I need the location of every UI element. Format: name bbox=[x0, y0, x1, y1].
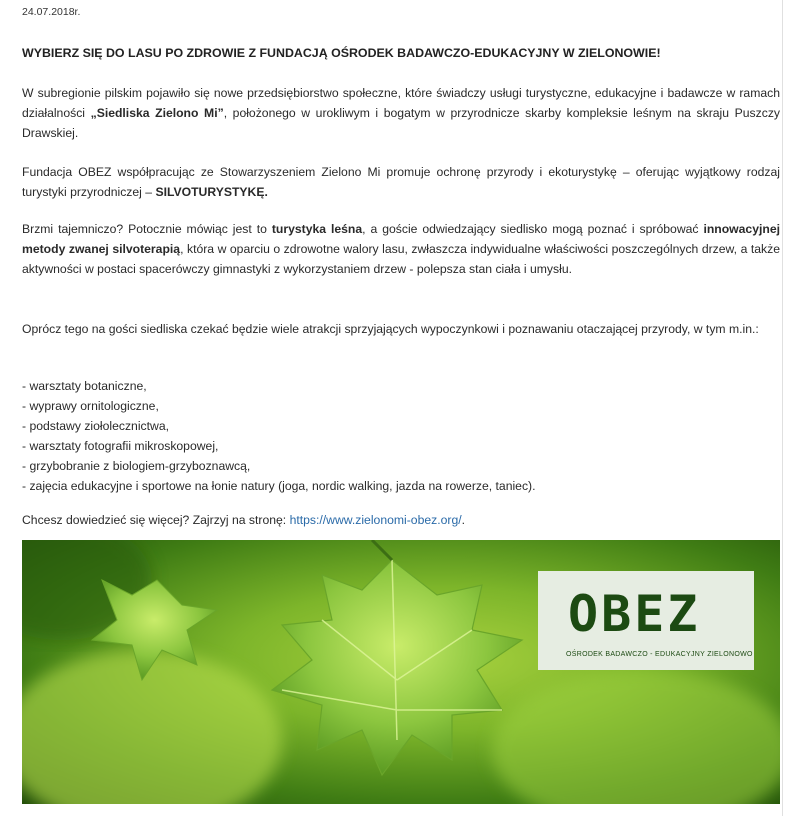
list-item: - grzybobranie z biologiem-grzyboznawcą, bbox=[22, 459, 251, 473]
list-item: - warsztaty botaniczne, bbox=[22, 379, 147, 393]
banner-image bbox=[22, 540, 780, 804]
silvoturystyka-term: SILVOTURYSTYKĘ. bbox=[155, 185, 268, 199]
attractions-list bbox=[22, 376, 536, 496]
logo-subtitle: OŚRODEK BADAWCZO - EDUKACYJNY ZIELONOWO bbox=[566, 651, 753, 658]
siedlisko-name: „Siedliska Zielono Mi” bbox=[90, 106, 224, 120]
paragraph-intro: W subregionie pilskim pojawiło się nowe przedsiębiorstwo społeczne, które świadczy usługi turystyczne, edukacyjne i badawcze w ramach działalności „Siedliska Zielono Mi”, położonego w urokliwym i bogatym w przyrodnicze skarby kompleksie leśnym na skraju Puszczy Drawskiej. bbox=[22, 86, 781, 140]
website-link[interactable]: https://www.zielonomi-obez.org/ bbox=[289, 513, 462, 527]
paragraph-obez: Fundacja OBEZ współpracując ze Stowarzyszeniem Zielono Mi promuje ochronę przyrody i ekoturystykę – oferując wyjątkowy rodzaj turystyki przyrodniczej – SILVOTURYSTYKĘ. bbox=[22, 165, 780, 199]
article-title: WYBIERZ SIĘ DO LASU PO ZDROWIE Z FUNDACJĄ OŚRODEK BADAWCZO-EDUKACYJNY W ZIELONOWIE! bbox=[22, 46, 661, 60]
obez-logo bbox=[538, 571, 754, 670]
list-item: - zajęcia edukacyjne i sportowe na łonie natury (joga, nordic walking, jazda na rowerze, taniec). bbox=[22, 479, 536, 493]
article-date: 24.07.2018r. bbox=[22, 6, 81, 18]
more-info-line: Chcesz dowiedzieć się więcej? Zajrzyj na stronę: https://www.zielonomi-obez.org/. bbox=[22, 513, 466, 527]
list-item: - warsztaty fotografii mikroskopowej, bbox=[22, 439, 219, 453]
logo-wordmark: OBEZ bbox=[568, 585, 701, 643]
list-item: - podstawy ziołolecznictwa, bbox=[22, 419, 169, 433]
large-leaf bbox=[272, 560, 522, 775]
paragraph-attractions: Oprócz tego na gości siedliska czekać będzie wiele atrakcji sprzyjających wypoczynkowi i poznawaniu otaczającej przyrody, w tym m.in.: bbox=[22, 322, 759, 336]
list-item: - wyprawy ornitologiczne, bbox=[22, 399, 159, 413]
paragraph-silvoterapia: Brzmi tajemniczo? Potocznie mówiąc jest to turystyka leśna, a goście odwiedzający siedlisko mogą poznać i spróbować innowacyjnej metody zwanej silvoterapią, która w oparciu o zdrowotne walory lasu, zwłaszcza indywidualne właściwości poszczególnych drzew, a także aktywności w postaci spacerówczy gimnastyki z wykorzystaniem drzew - polepsza stan ciała i umysłu. bbox=[22, 222, 780, 276]
